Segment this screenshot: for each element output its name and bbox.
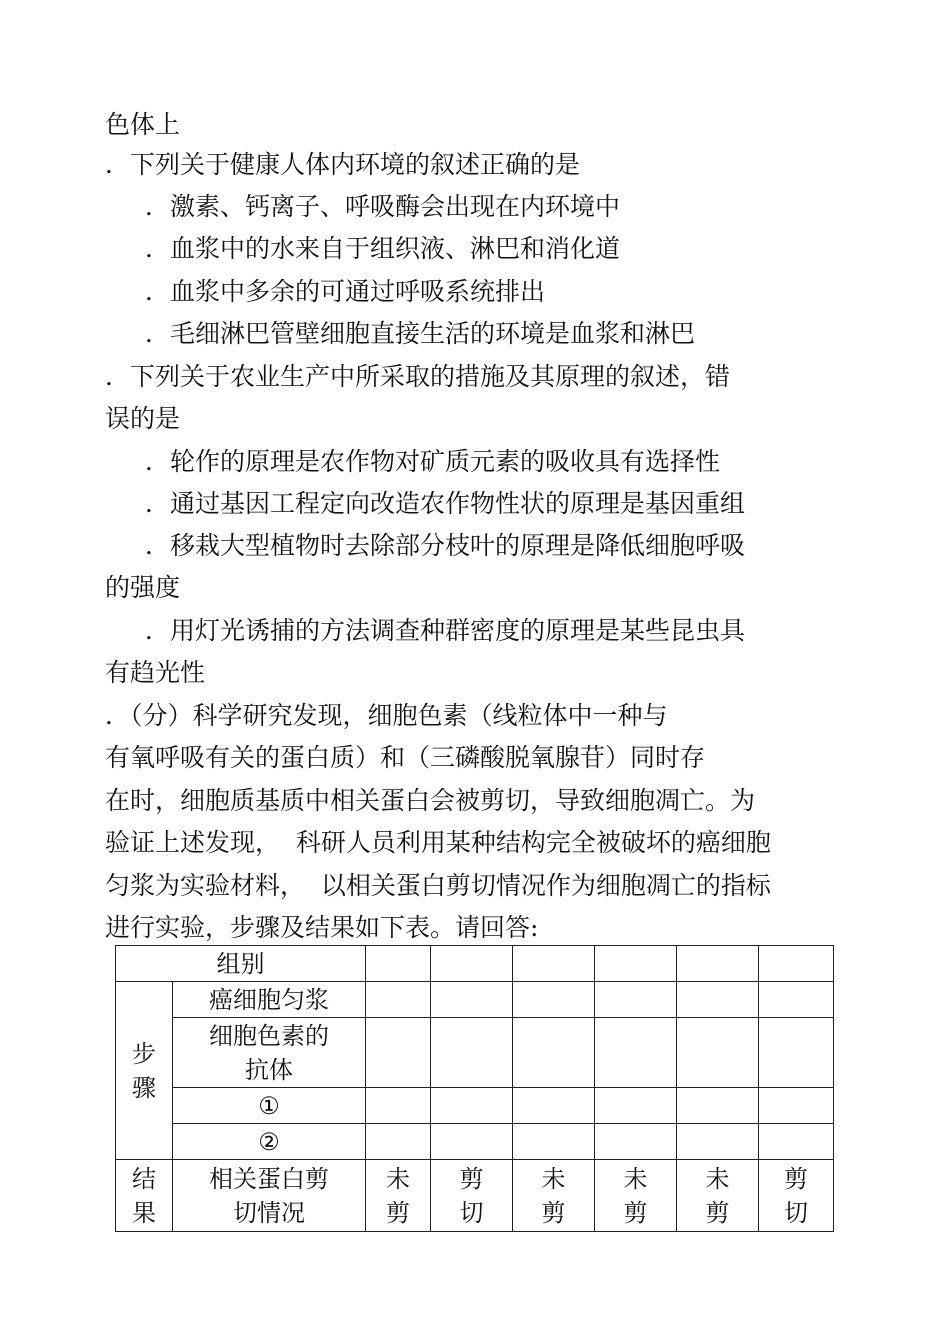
result-cell [595,1160,677,1232]
table-cell [431,982,513,1018]
table-cell [431,946,513,982]
text-line: ．移栽大型植物时去除部分枝叶的原理是降低细胞呼吸 [145,531,746,560]
result-cell-line-2: 剪 [623,1198,648,1227]
result-cell-line-1: 未 [541,1164,566,1193]
table-cell [677,1018,759,1088]
table-cell [759,1088,834,1124]
table-cell [513,1124,595,1160]
text-line: ．通过基因工程定向改造农作物性状的原理是基因重组 [145,489,746,518]
table-cell [513,982,595,1018]
text-line: ．下列关于健康人体内环境的叙述正确的是 [105,150,581,179]
result-cell-line-2: 切 [459,1198,484,1227]
text-line: 匀浆为实验材料， 以相关蛋白剪切情况作为细胞凋亡的指标 [105,871,771,900]
result-cell [677,1160,759,1232]
table-cell [431,1124,513,1160]
text-line: ．轮作的原理是农作物对矿质元素的吸收具有选择性 [145,447,721,476]
result-row-label [173,1160,366,1232]
text-line: 验证上述发现， 科研人员利用某种结构完全被破坏的癌细胞 [105,828,771,857]
text-line: ．用灯光诱捕的方法调查种群密度的原理是某些昆虫具 [145,616,746,645]
text-line: 有趋光性 [105,658,206,687]
text-line: 在时，细胞质基质中相关蛋白会被剪切，导致细胞凋亡。为 [105,786,756,815]
text-line: 的强度 [105,573,181,602]
table-cell [366,1018,431,1088]
text-line: 有氧呼吸有关的蛋白质）和（三磷酸脱氧腺苷）同时存 [105,743,706,772]
table-cell [431,1018,513,1088]
result-cell [513,1160,595,1232]
result-label [116,1160,173,1232]
steps-label-char-2: 骤 [132,1073,156,1102]
result-cell-line-1: 未 [705,1164,730,1193]
text-line: 进行实验，步骤及结果如下表。请回答: [105,913,539,942]
table-cell [759,1124,834,1160]
group-header: 组别 [116,946,366,982]
table-cell [595,946,677,982]
row-label-antibody-line-2: 抗体 [245,1055,293,1084]
table-cell [677,982,759,1018]
row-label-antibody [173,1018,366,1088]
result-label-char-2: 果 [132,1198,156,1227]
table-row [116,1124,834,1160]
text-line: ．毛细淋巴管壁细胞直接生活的环境是血浆和淋巴 [145,319,696,348]
table-cell [595,1088,677,1124]
table-cell [366,946,431,982]
table-cell [595,1124,677,1160]
result-cell [431,1160,513,1232]
table-cell [759,982,834,1018]
row-label-cancer-homogenate: 癌细胞匀浆 [173,982,366,1018]
text-line: ．（分）科学研究发现，细胞色素（线粒体中一种与 [105,701,668,730]
result-row-label-line-2: 切情况 [233,1198,305,1227]
result-cell-line-1: 剪 [784,1164,808,1193]
table-cell [366,1088,431,1124]
table-cell [366,982,431,1018]
result-cell-line-2: 切 [784,1198,808,1227]
steps-label-char-1: 步 [132,1039,156,1068]
experiment-table [115,945,834,1232]
table-cell [595,982,677,1018]
table-cell [513,1018,595,1088]
table-cell [513,946,595,982]
table-result-row [116,1160,834,1232]
result-cell [759,1160,834,1232]
table-cell [759,946,834,982]
result-row-label-line-1: 相关蛋白剪 [209,1164,329,1193]
result-cell-line-2: 剪 [541,1198,566,1227]
result-label-char-1: 结 [132,1164,156,1193]
text-line: 误的是 [105,404,181,433]
table-row [116,1088,834,1124]
text-line: ．血浆中的水来自于组织液、淋巴和消化道 [145,234,621,263]
table-header-row [116,946,834,982]
text-line: 色体上 [105,110,181,139]
table-cell [431,1088,513,1124]
table-row [116,982,834,1018]
result-cell-line-1: 未 [386,1164,410,1193]
table-cell [677,1124,759,1160]
row-label-antibody-line-1: 细胞色素的 [209,1021,329,1050]
table-cell [677,1088,759,1124]
row-label-blank-2: ② [173,1124,366,1160]
steps-label [116,982,173,1160]
result-cell-line-1: 剪 [459,1164,484,1193]
result-cell [366,1160,431,1232]
result-cell-line-1: 未 [623,1164,648,1193]
result-cell-line-2: 剪 [386,1198,410,1227]
table-cell [366,1124,431,1160]
text-line: ．激素、钙离子、呼吸酶会出现在内环境中 [145,192,621,221]
table-cell [677,946,759,982]
table-cell [595,1018,677,1088]
table-row [116,1018,834,1088]
text-line: ．血浆中多余的可通过呼吸系统排出 [145,277,546,306]
result-cell-line-2: 剪 [705,1198,730,1227]
row-label-blank-1: ① [173,1088,366,1124]
text-line: ．下列关于农业生产中所采取的措施及其原理的叙述，错 [105,362,731,391]
table-cell [513,1088,595,1124]
table-cell [759,1018,834,1088]
